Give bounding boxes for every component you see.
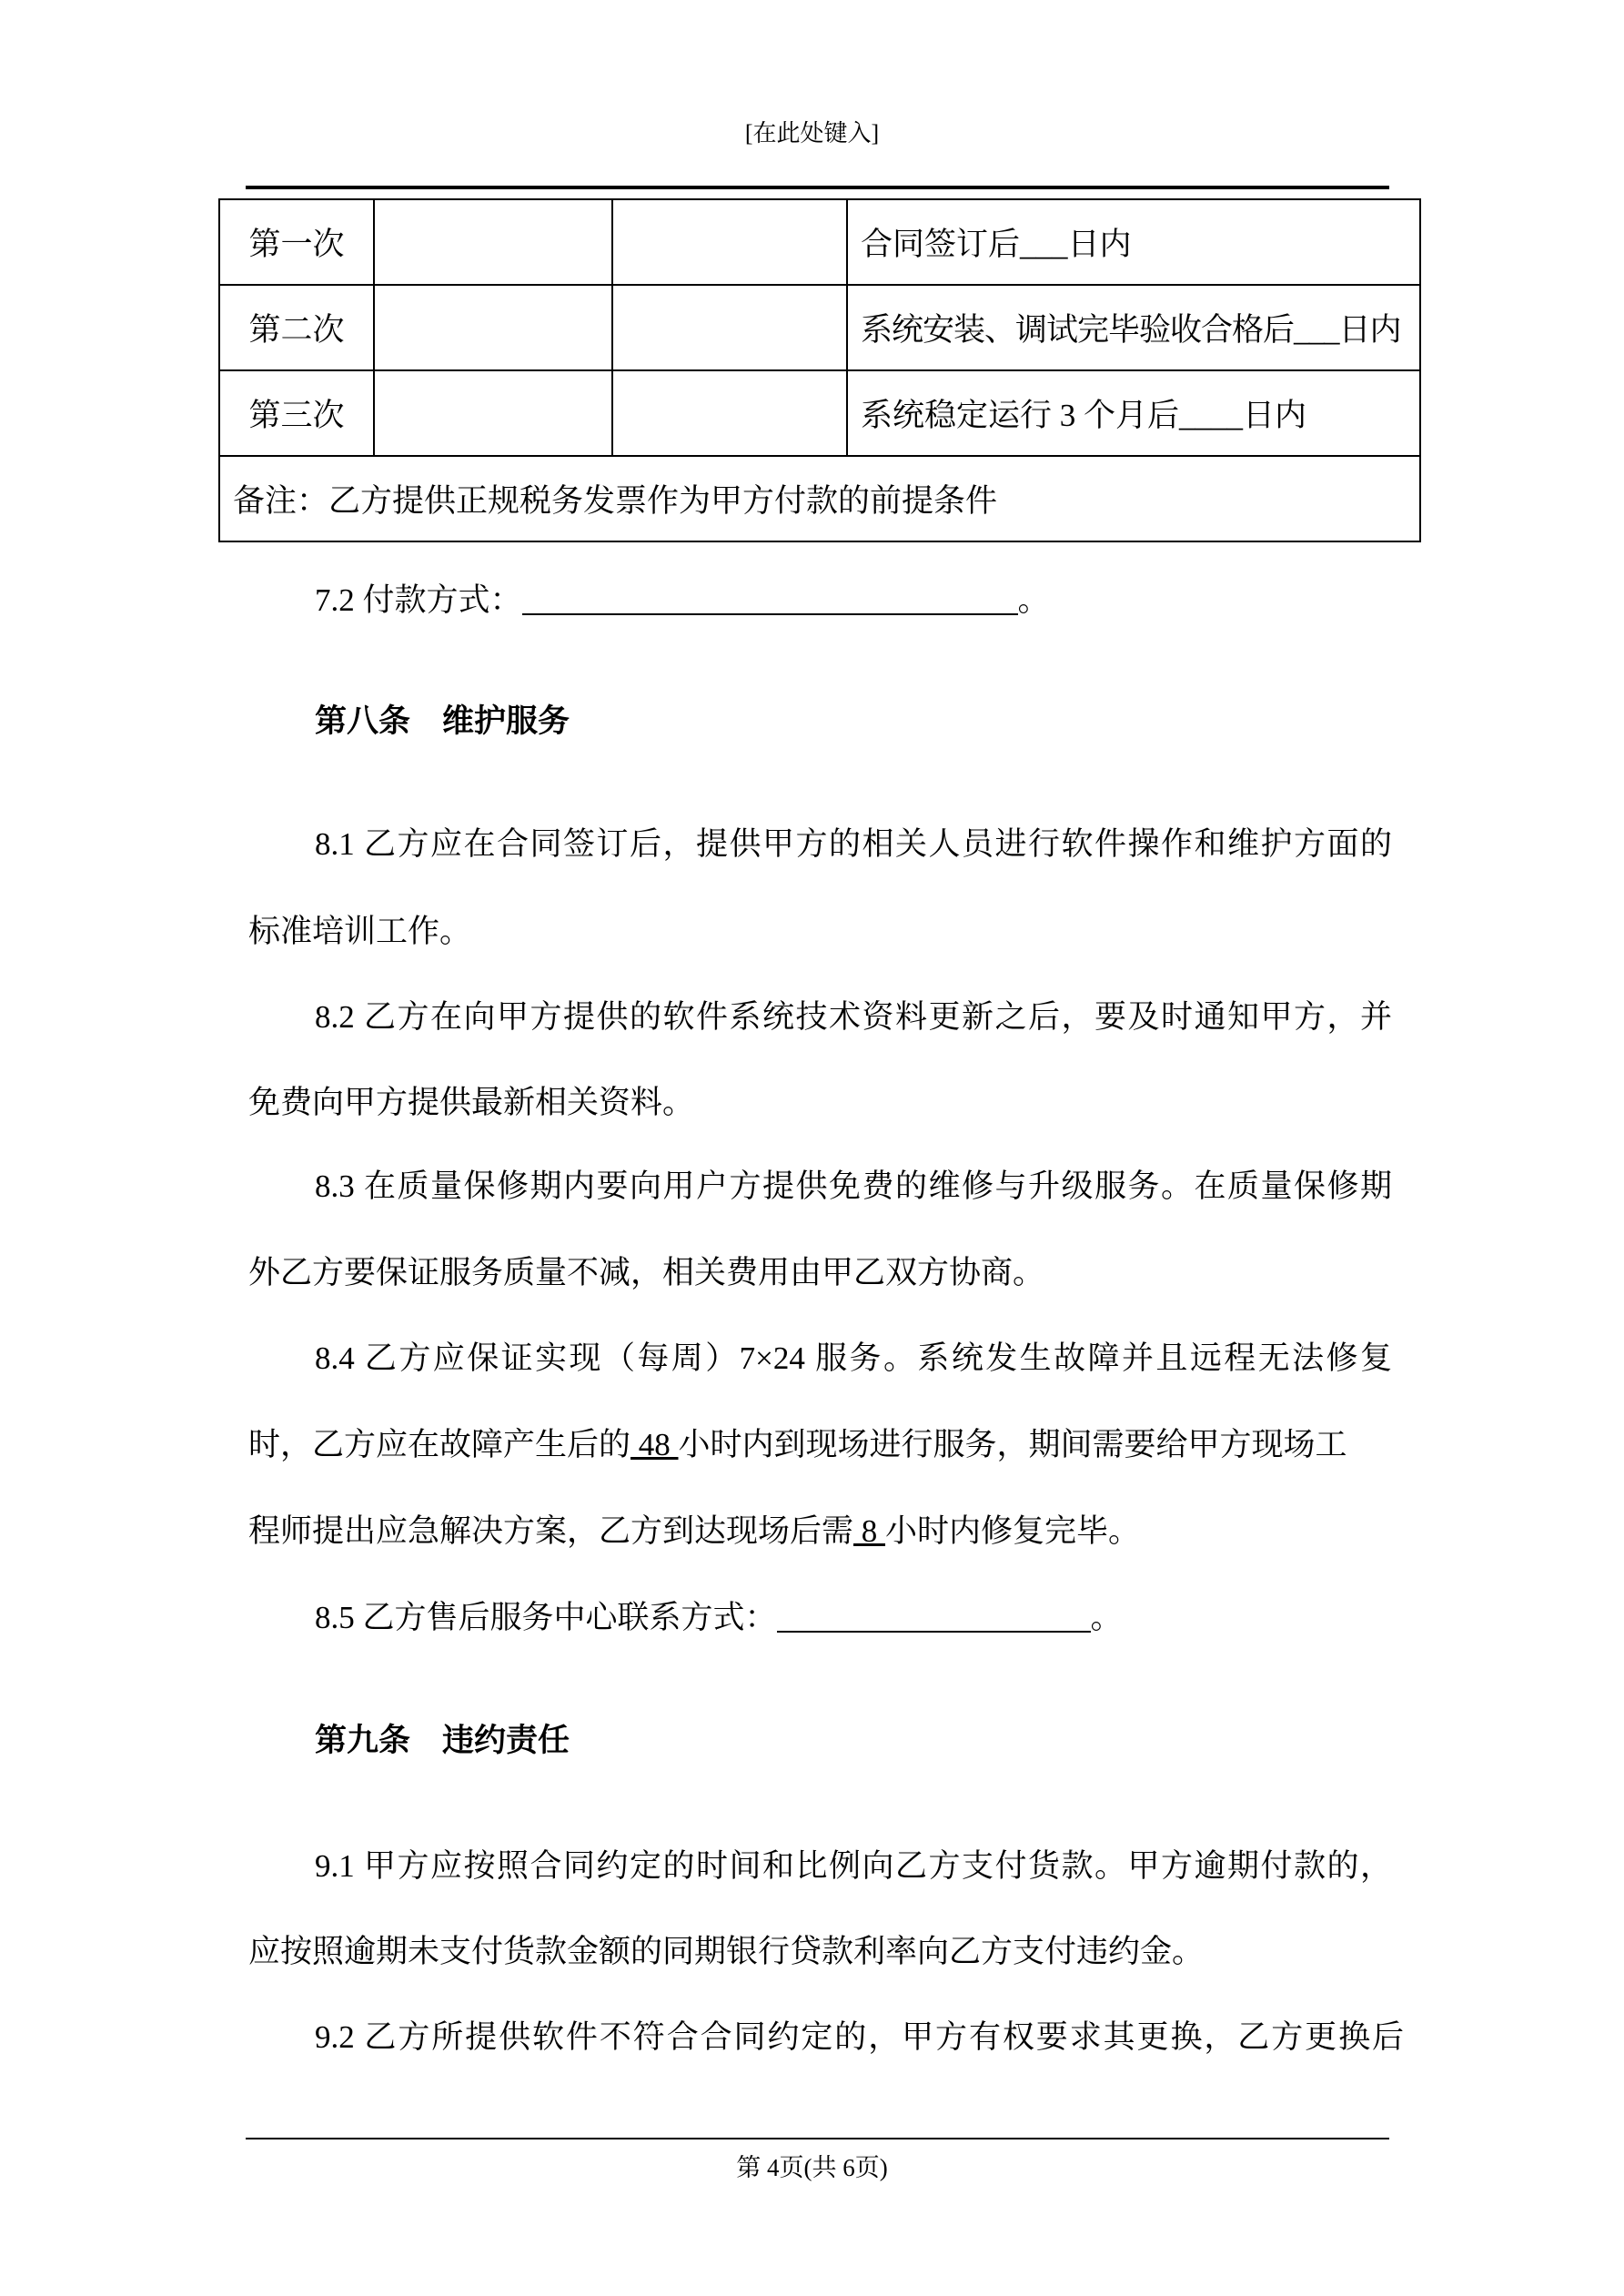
punctuation: 。 — [1090, 1600, 1123, 1635]
payment-schedule-table — [218, 198, 1421, 542]
table-cell — [374, 285, 612, 370]
paragraph-line: 9.1 甲方应按照合同约定的时间和比例向乙方支付货款。甲方逾期付款的， — [315, 1848, 1392, 1884]
table-cell — [612, 285, 847, 370]
text-span: 小时内到现场进行服务，期间需要给甲方现场工 — [678, 1427, 1347, 1462]
paragraph-line: 应按照逾期未支付货款金额的同期银行贷款利率向乙方支付违约金。 — [248, 1934, 1205, 1969]
row-label: 第三次 — [219, 370, 374, 456]
repair-hours-value: 8 — [853, 1513, 886, 1549]
table-cell — [374, 199, 612, 285]
text-span: 小时内修复完毕。 — [885, 1513, 1141, 1549]
paragraph-line: 8.4 乙方应保证实现（每周）7×24 服务。系统发生故障并且远程无法修复 — [315, 1340, 1392, 1376]
table-row — [219, 456, 1420, 541]
page-header: [在此处键入] — [744, 120, 880, 147]
paragraph-line: 8.2 乙方在向甲方提供的软件系统技术资料更新之后，要及时通知甲方，并 — [315, 999, 1392, 1035]
payment-method-blank[interactable] — [522, 582, 1018, 615]
table-row — [219, 285, 1420, 370]
payment-condition: 合同签订后___日内 — [847, 199, 1420, 285]
text-span: 时，乙方应在故障产生后的 — [248, 1427, 631, 1462]
punctuation: 。 — [1017, 582, 1050, 618]
paragraph-line: 免费向甲方提供最新相关资料。 — [248, 1085, 695, 1120]
paragraph-line: 9.2 乙方所提供软件不符合合同约定的，甲方有权要求其更换，乙方更换后 — [315, 2019, 1404, 2055]
article-8-title: 第八条 维护服务 — [315, 703, 570, 740]
page-footer: 第 4页(共 6页) — [736, 2154, 888, 2181]
table-cell — [612, 199, 847, 285]
table-row — [219, 199, 1420, 285]
paragraph-line: 8.3 在质量保修期内要向用户方提供免费的维修与升级服务。在质量保修期 — [315, 1168, 1392, 1204]
paragraph-line — [248, 1420, 1392, 1465]
paragraph-line: 8.1 乙方应在合同签订后，提供甲方的相关人员进行软件操作和维护方面的 — [315, 826, 1392, 862]
payment-condition: 系统稳定运行 3 个月后____日内 — [847, 370, 1420, 456]
clause-label: 8.5 乙方售后服务中心联系方式： — [315, 1600, 777, 1635]
table-cell — [374, 370, 612, 456]
row-label: 第一次 — [219, 199, 374, 285]
clause-7-2 — [315, 575, 1392, 621]
payment-condition: 系统安装、调试完毕验收合格后___日内 — [847, 285, 1420, 370]
paragraph-line: 标准培训工作。 — [248, 914, 472, 949]
header-divider — [246, 186, 1389, 189]
table-row — [219, 370, 1420, 456]
contact-blank[interactable] — [777, 1599, 1091, 1633]
clause-8-5 — [315, 1593, 1392, 1638]
footer-divider — [246, 2138, 1389, 2139]
table-note: 备注：乙方提供正规税务发票作为甲方付款的前提条件 — [219, 456, 1420, 541]
onsite-hours-value: 48 — [630, 1427, 679, 1462]
text-span: 程师提出应急解决方案，乙方到达现场后需 — [248, 1513, 854, 1549]
paragraph-line — [248, 1506, 1392, 1552]
clause-label: 7.2 付款方式： — [315, 582, 522, 618]
table-cell — [612, 370, 847, 456]
row-label: 第二次 — [219, 285, 374, 370]
article-9-title: 第九条 违约责任 — [315, 1723, 570, 1759]
paragraph-line: 外乙方要保证服务质量不减，相关费用由甲乙双方协商。 — [248, 1255, 1045, 1290]
